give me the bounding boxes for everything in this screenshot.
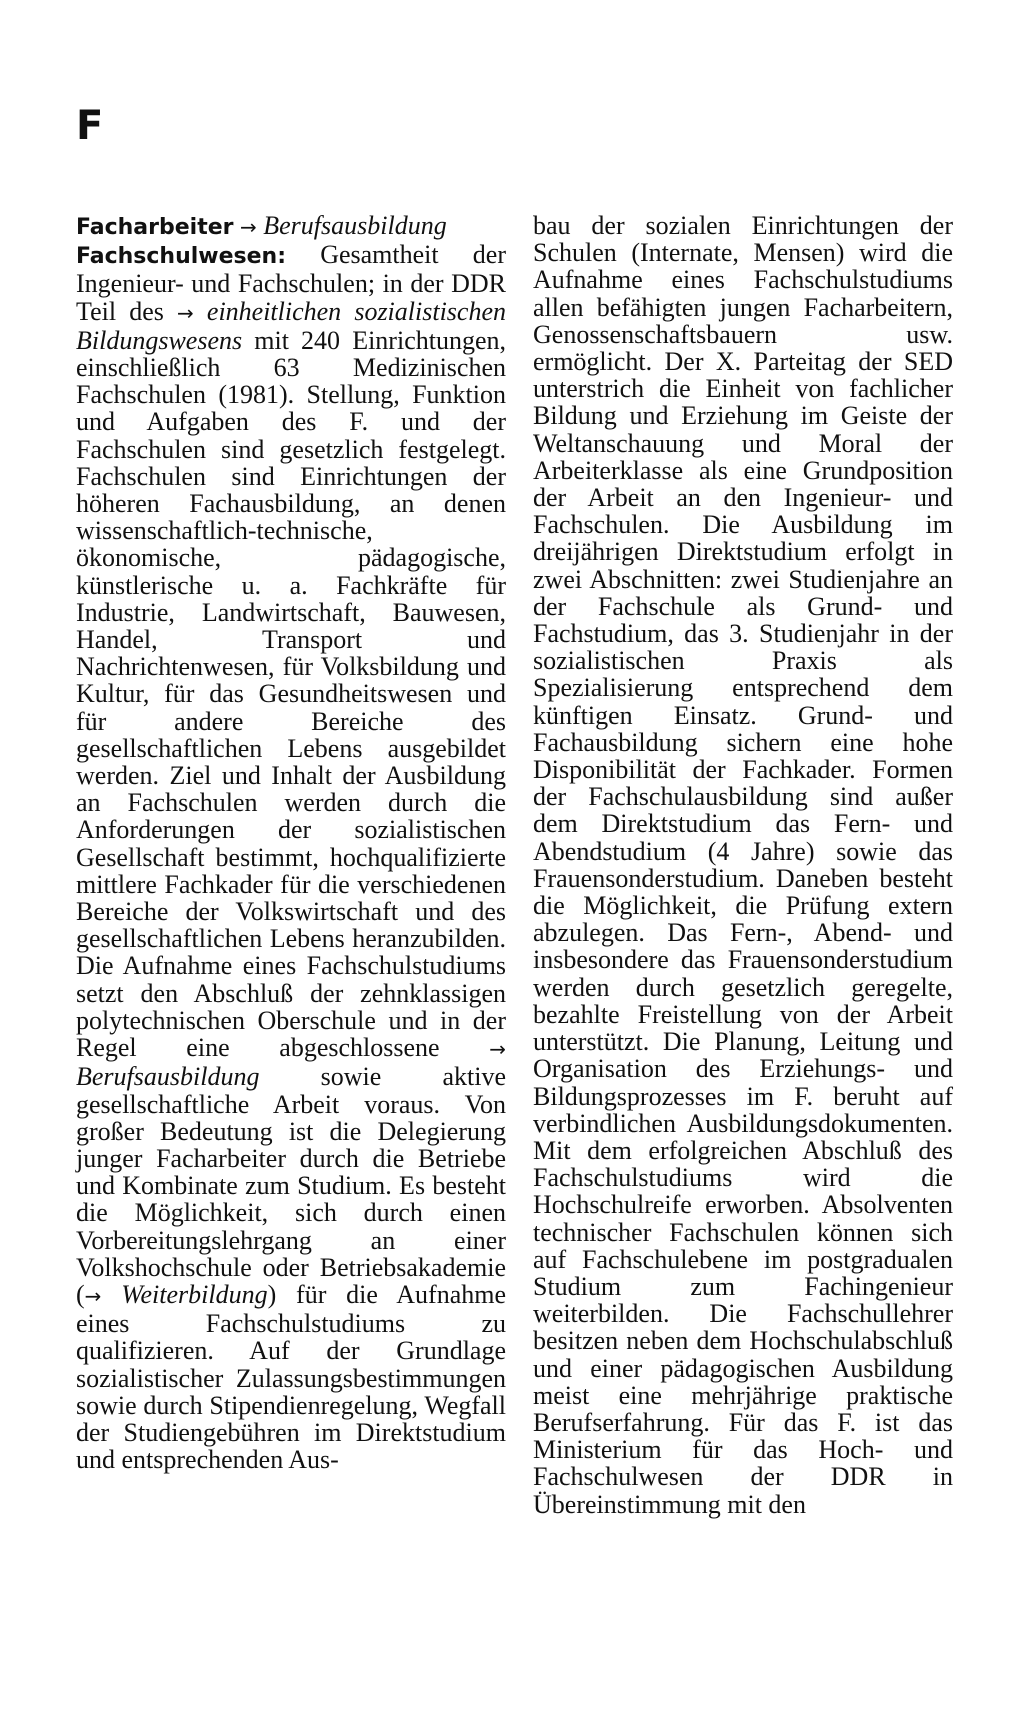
body-text: sowie aktive gesellschaftliche Arbeit voraus. Von großer Bedeutung ist die Delegierung junger Facharbeiter durch die Betriebe und Kombinate zum Studium. Es besteht die Möglichkeit, sich durch einen Vorbereitungslehrgang an einer Volkshochschule oder Betriebsakademie ( — [76, 1062, 507, 1309]
body-text: ) für die Aufnahme eines Fachschulstudiums zu qualifizieren. Auf der Grundlage sozialistischer Zulassungsbestimmungen sowie durch Stipendienregelung, Wegfall der Studiengebühren im Direktstudium und entsprechenden Aus- — [76, 1279, 507, 1475]
cross-reference-arrow-icon: → — [84, 1283, 102, 1308]
body-text: Gesamtheit der Ingenieur- und Fachschulen; in der DDR Teil des — [76, 240, 506, 326]
body-text: mit 240 Einrichtungen, einschließlich 63 Medizinischen Fachschulen (1981). Stellung, Funktion und Aufgaben des F. und der Fachschulen sind gesetzlich festgelegt. Fachschulen sind Einrichtungen der höheren Fachausbildung, an denen wissenschaftlich-technische, ökonomische, pädagogische, künstlerische u. a. Fachkräfte für Industrie, Landwirtschaft, Bauwesen, Handel, Transport und Nachrichtenwesen, für Volksbildung und Kultur, für das Gesundheitswesen und für andere Bereiche des gesellschaftlichen Lebens ausgebildet werden. Ziel und Inhalt der Ausbildung an Fachschulen werden durch die Anforderungen der sozialistischen Gesellschaft bestimmt, hochqualifizierte mittlere Fachkader für die verschiedenen Bereiche der Volkswirtschaft und des gesellschaftlichen Lebens heranzubilden. Die Aufnahme eines Fachschulstudiums setzt den Abschluß der zehnklassigen polytechnischen Oberschule und in der Regel eine abgeschlossene — [76, 325, 506, 1063]
headword-facharbeiter: Facharbeiter — [76, 215, 234, 240]
right-column — [533, 212, 953, 1518]
cross-reference-arrow-icon: → — [489, 1037, 506, 1062]
cross-reference-arrow-icon: → — [239, 215, 257, 239]
cross-reference-link[interactable]: einheitlichen sozialistischen Bildungswesens — [76, 296, 506, 355]
entry-fachschulwesen — [76, 241, 506, 1473]
cross-reference-arrow-icon: → — [177, 300, 194, 325]
section-letter: F — [76, 103, 104, 149]
entry-facharbeiter — [76, 212, 506, 241]
cross-reference-link[interactable]: Weiterbildung — [121, 1279, 268, 1309]
cross-reference-link[interactable]: Berufsausbildung — [263, 211, 447, 240]
headword-fachschulwesen: Fachschulwesen: — [76, 244, 287, 270]
left-column — [76, 212, 506, 1473]
entry-fachschulwesen-continued: bau der sozialen Einrichtungen der Schulen (Internate, Mensen) wird die Aufnahme eines Fachschulstudiums allen befähigten jungen Facharbeitern, Genossenschaftsbauern usw. ermöglicht. Der X. Parteitag der SED unterstrich die Einheit von fachlicher Bildung und Erziehung im Geiste der Weltanschauung und Moral der Arbeiterklasse als eine Grundposition der Arbeit an den Ingenieur- und Fachschulen. Die Ausbildung im dreijährigen Direktstudium erfolgt in zwei Abschnitten: zwei Studienjahre an der Fachschule als Grund- und Fachstudium, das 3. Studienjahr in der sozialistischen Praxis als Spezialisierung entsprechend dem künftigen Einsatz. Grund- und Fachausbildung sichern eine hohe Disponibilität der Fachkader. Formen der Fachschulausbildung sind außer dem Direktstudium das Fern- und Abendstudium (4 Jahre) sowie das Frauensonderstudium. Daneben besteht die Möglichkeit, die Prüfung extern abzulegen. Das Fern-, Abend- und insbesondere das Frauensonderstudium werden durch gesetzlich geregelte, bezahlte Freistellung von der Arbeit unterstützt. Die Planung, Leitung und Organisation des Erziehungs- und Bildungsprozesses im F. beruht auf verbindlichen Ausbildungsdokumenten. Mit dem erfolgreichen Abschluß des Fachschulstudiums wird die Hochschulreife erworben. Absolventen technischer Fachschulen können sich auf Fachschulebene im postgradualen Studium zum Fachingenieur weiterbilden. Die Fachschullehrer besitzen neben dem Hochschulabschluß und einer pädagogischen Ausbildung meist eine mehrjährige praktische Berufserfahrung. Für das F. ist das Ministerium für das Hoch- und Fachschulwesen der DDR in Übereinstimmung mit den — [533, 211, 953, 1519]
cross-reference-link[interactable]: Berufsausbildung — [76, 1062, 260, 1092]
